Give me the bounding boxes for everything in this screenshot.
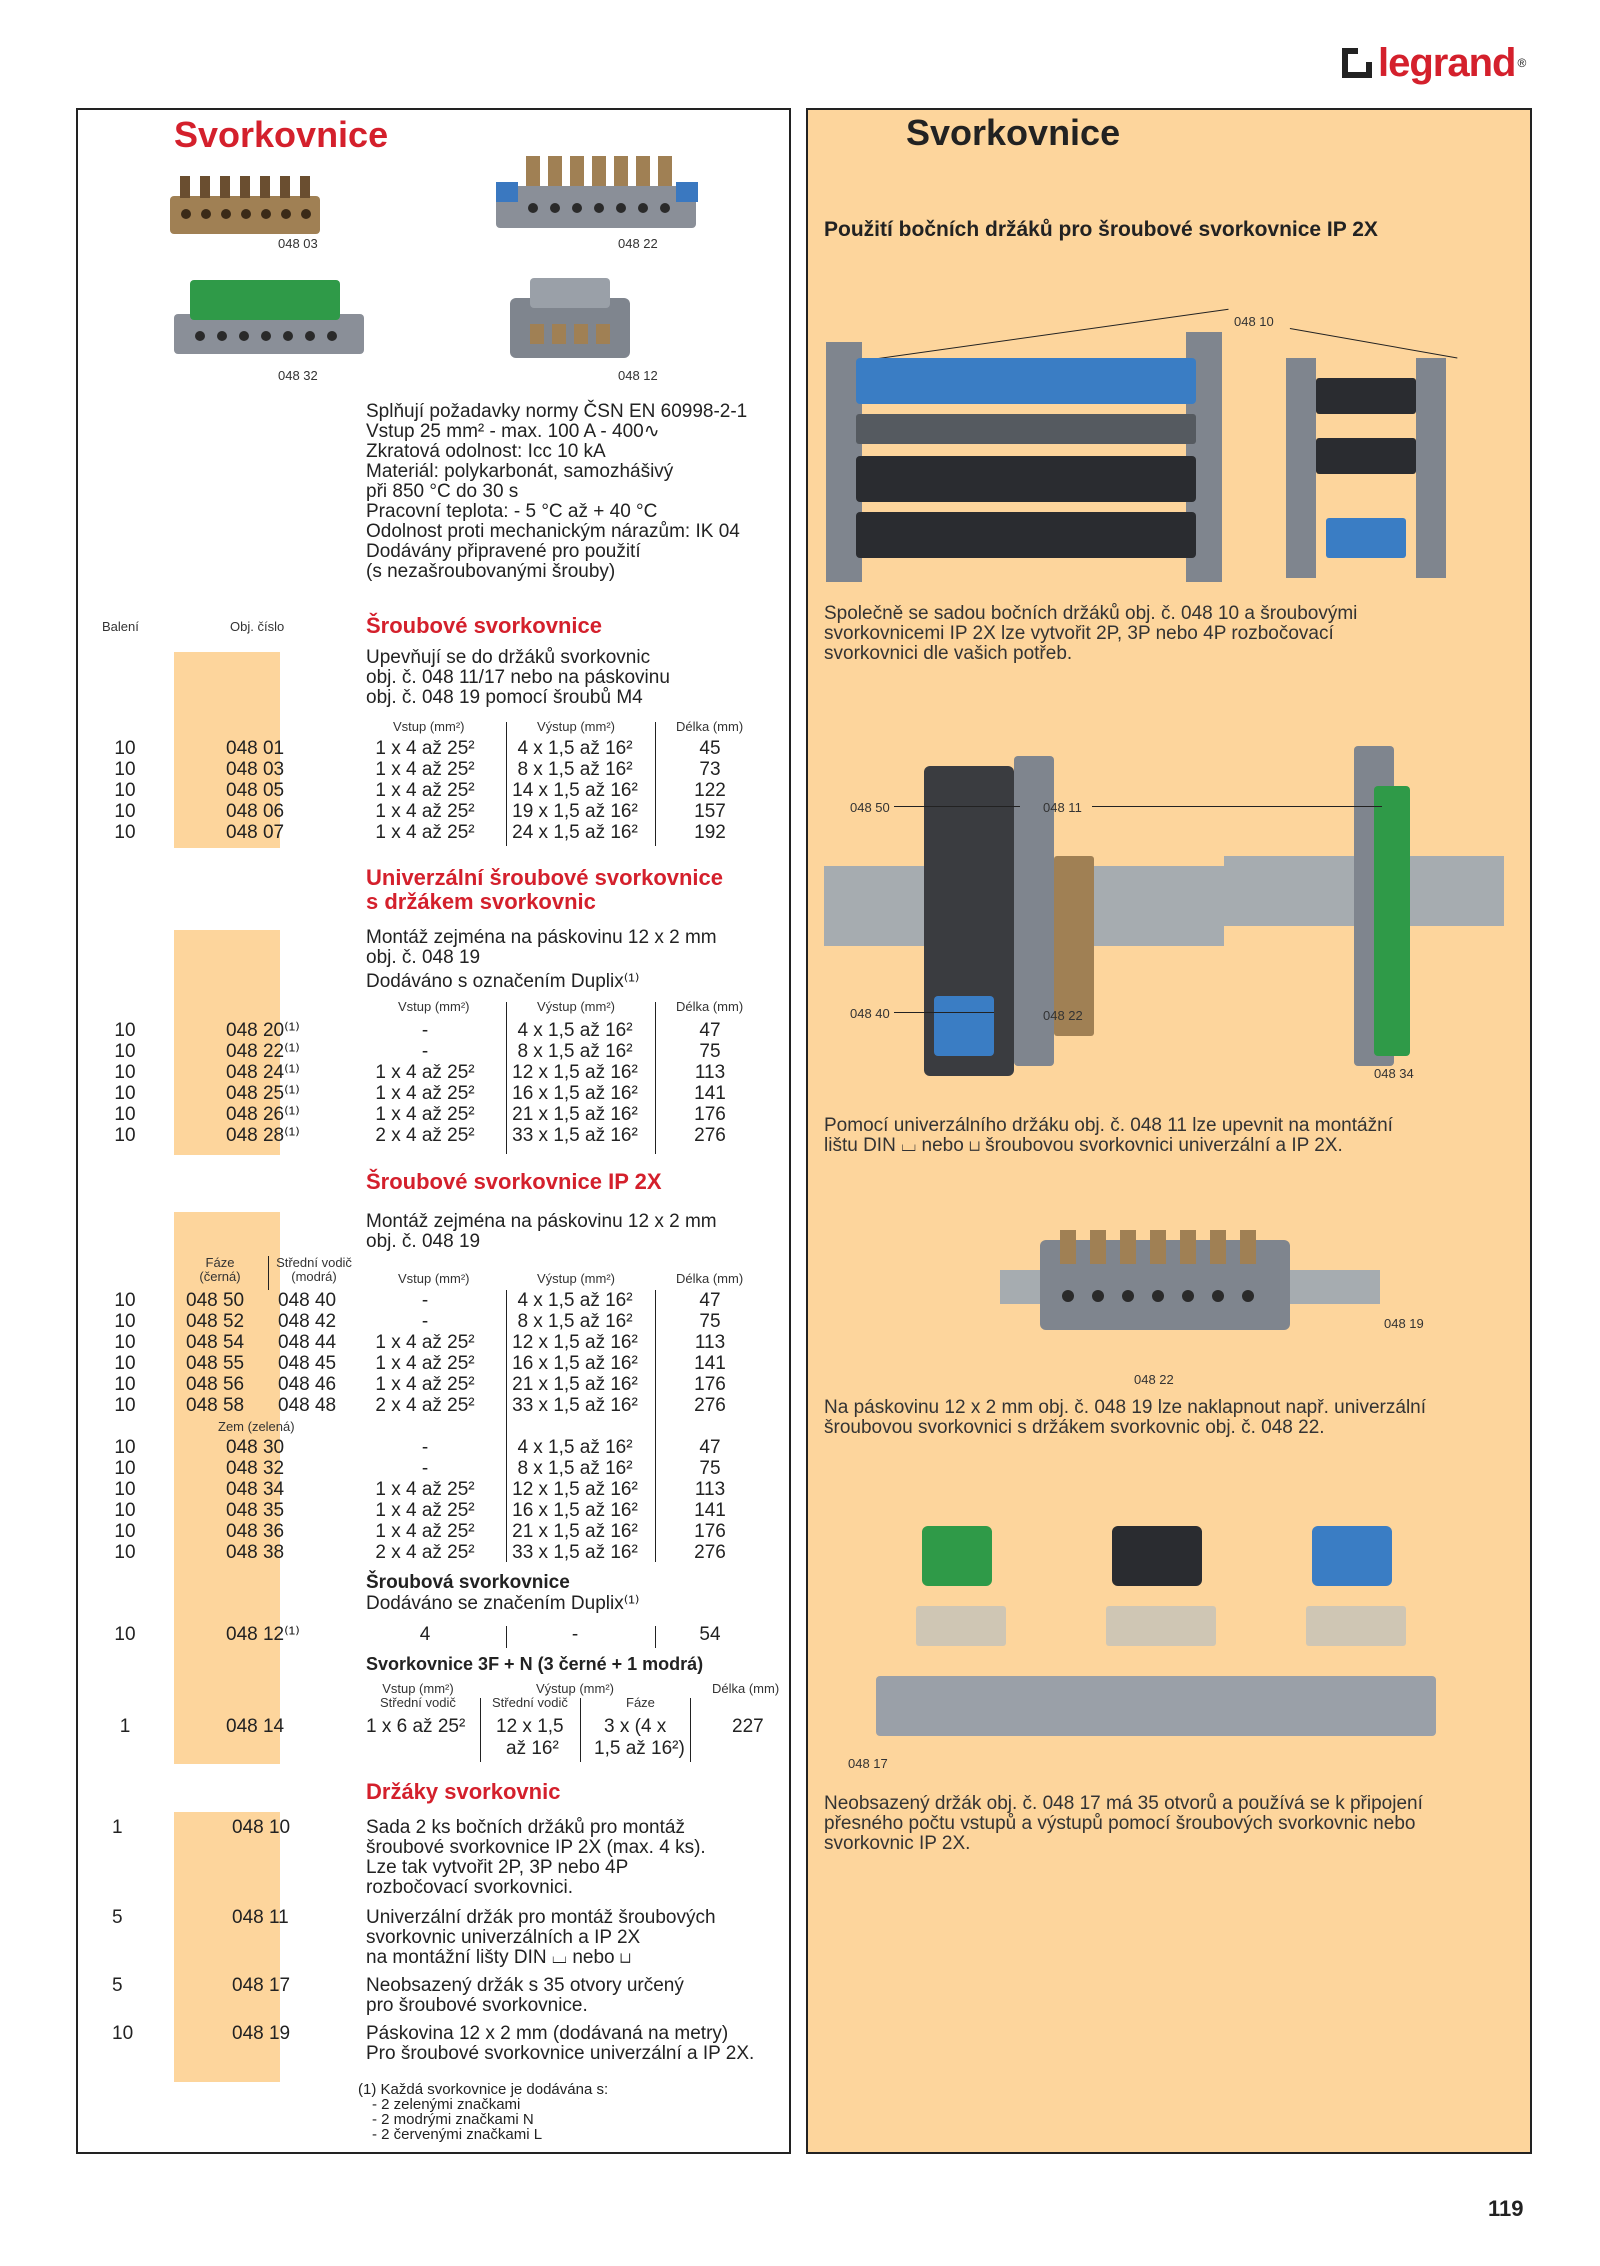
- table-cell: 1 x 4 až 25²: [375, 1062, 475, 1083]
- legrand-logo: legrand ®: [1342, 40, 1538, 86]
- table-row: [0, 1125, 800, 1146]
- table-cell: 10: [114, 1374, 136, 1395]
- section-desc-sroubova: Dodáváno se značením Duplix⁽¹⁾: [366, 1593, 640, 1614]
- section-title-3fn: Svorkovnice 3F + N (3 černé + 1 modrá): [366, 1654, 704, 1674]
- table-row: [0, 1062, 800, 1083]
- list-item-baleni: 1: [112, 1817, 123, 1838]
- text-strip: Na páskovinu 12 x 2 mm obj. č. 048 19 lze naklapnout např. univerzální šroubovou svorkovnici s držákem svorkovnic obj. č. 048 22.: [824, 1397, 1427, 1438]
- table-cell: 10: [114, 1332, 136, 1353]
- section-title-sroubove: Šroubové svorkovnice: [366, 613, 602, 638]
- table-cell: 75: [699, 1041, 721, 1062]
- table-cell: 10: [114, 780, 136, 801]
- table-cell: 10: [114, 1104, 136, 1125]
- list-item-desc: Univerzální držák pro montáž šroubových svorkovnic univerzálních a IP 2X na montážní lišty DIN ⌴ nebo ⊔: [366, 1907, 716, 1968]
- photo-side-holders: [826, 318, 1446, 588]
- table-cell: 048 40: [278, 1290, 337, 1311]
- caption-04819: 048 19: [1384, 1316, 1424, 1331]
- text-side-holders: Společně se sadou bočních držáků obj. č. 048 10 a šroubovými svorkovnicemi IP 2X lze vytvořit 2P, 3P nebo 4P rozbočovací svorkovnici dle vašich potřeb.: [824, 603, 1358, 664]
- table-cell: 19 x 1,5 až 16²: [512, 801, 638, 822]
- table-cell: -: [421, 1311, 429, 1332]
- specs-list: Splňují požadavky normy ČSN EN 60998-2-1 Vstup 25 mm² - max. 100 A - 400∿ Zkratová odolnost: Icc 10 kA Materiál: polykarbonát, samozhášivý při 850 °C do 30 s Pracovní teplota: - 5 °C až + 40 °C Odolnost proti mechanickým nárazům: IK 04 Dodávány připravené pro použití (s nezašroubovanými šrouby): [366, 401, 748, 582]
- table-cell: 4 x 1,5 až 16²: [517, 1020, 633, 1041]
- table-cell: 10: [114, 1542, 136, 1563]
- section-desc-ip2x: Montáž zejména na páskovinu 12 x 2 mm obj. č. 048 19: [366, 1211, 717, 1252]
- table-cell: 47: [699, 1020, 721, 1041]
- list-item-ref: 048 10: [232, 1817, 291, 1838]
- table-cell: 2 x 4 až 25²: [375, 1542, 475, 1563]
- table-cell: 21 x 1,5 až 16²: [512, 1104, 638, 1125]
- table-cell: 048 55: [186, 1353, 245, 1374]
- table-cell: 8 x 1,5 až 16²: [517, 1041, 633, 1062]
- table-cell: 1 x 4 až 25²: [375, 759, 475, 780]
- table-cell: 10: [114, 801, 136, 822]
- list-item-baleni: 5: [112, 1907, 123, 1928]
- list-item-desc: Páskovina 12 x 2 mm (dodávaná na metry) Pro šroubové svorkovnice univerzální a IP 2X.: [366, 2023, 755, 2064]
- product-image-04832: [170, 270, 370, 370]
- table-cell: 048 42: [278, 1311, 337, 1332]
- table-cell: 176: [694, 1374, 726, 1395]
- section-title-drzaky: Držáky svorkovnic: [366, 1779, 561, 1804]
- table-cell: 048 22⁽¹⁾: [226, 1041, 300, 1062]
- brand-name: legrand: [1378, 40, 1516, 85]
- table-cell: 16 x 1,5 až 16²: [512, 1500, 638, 1521]
- list-item-ref: 048 17: [232, 1975, 291, 1996]
- table-cell: 048 01: [226, 738, 285, 759]
- table-cell: 1 x 4 až 25²: [375, 1332, 475, 1353]
- table-cell: 10: [114, 1521, 136, 1542]
- table-cell: 276: [694, 1125, 726, 1146]
- table-cell: 157: [694, 801, 726, 822]
- table-cell: 10: [114, 759, 136, 780]
- table-cell: 048 52: [186, 1311, 245, 1332]
- table-cell: 8 x 1,5 až 16²: [517, 1311, 633, 1332]
- table-cell: 048 05: [226, 780, 285, 801]
- table-cell: 21 x 1,5 až 16²: [512, 1374, 638, 1395]
- table-cell: 12 x 1,5 až 16²: [512, 1479, 638, 1500]
- table-cell: 10: [114, 1290, 136, 1311]
- table-cell: 8 x 1,5 až 16²: [517, 759, 633, 780]
- label-zem: Zem (zelená): [218, 1419, 295, 1434]
- list-item-ref: 048 11: [232, 1907, 289, 1928]
- table-cell: 276: [694, 1395, 726, 1416]
- table-cell: 048 34: [226, 1479, 285, 1500]
- table-cell: 141: [694, 1353, 726, 1374]
- table-cell: 4 x 1,5 až 16²: [517, 738, 633, 759]
- table-cell: 048 03: [226, 759, 285, 780]
- list-item-baleni: 5: [112, 1975, 123, 1996]
- table-row: [0, 1542, 800, 1563]
- text-universal-holder: Pomocí univerzálního držáku obj. č. 048 11 lze upevnit na montážní lištu DIN ⌴ nebo ⊔ šroubovou svorkovnici univerzální a IP 2X.: [824, 1115, 1393, 1156]
- photo-strip: [1000, 1230, 1380, 1350]
- table-cell: 048 46: [278, 1374, 337, 1395]
- table-cell: 73: [699, 759, 721, 780]
- table-cell: 1 x 4 až 25²: [375, 780, 475, 801]
- table-cell: 10: [114, 738, 136, 759]
- table-cell: 33 x 1,5 až 16²: [512, 1542, 638, 1563]
- table-cell: 8 x 1,5 až 16²: [517, 1458, 633, 1479]
- table-cell: 33 x 1,5 až 16²: [512, 1395, 638, 1416]
- table-cell: 1 x 4 až 25²: [375, 1521, 475, 1542]
- right-title: Svorkovnice: [906, 112, 1121, 153]
- table-row: [0, 1479, 800, 1500]
- table-cell: 10: [114, 822, 136, 843]
- col-header-vstup: Vstup (mm²): [393, 719, 465, 734]
- table-cell: 1 x 4 až 25²: [375, 1374, 475, 1395]
- table-cell: -: [421, 1458, 429, 1479]
- table-cell: 048 56: [186, 1374, 245, 1395]
- table-cell: 048 44: [278, 1332, 337, 1353]
- table-cell: 10: [114, 1500, 136, 1521]
- legrand-logo-mark: [1342, 48, 1372, 78]
- footnote: (1) Každá svorkovnice je dodávána s: - 2 zelenými značkami - 2 modrými značkami N - 2 červenými značkami L: [358, 2081, 609, 2143]
- table-cell: 2 x 4 až 25²: [375, 1125, 475, 1146]
- table-cell: 10: [114, 1062, 136, 1083]
- table-cell: -: [421, 1020, 429, 1041]
- table-cell: 75: [699, 1311, 721, 1332]
- caption-04850: 048 50: [850, 800, 890, 815]
- list-item-ref: 048 19: [232, 2023, 291, 2044]
- table-cell: 141: [694, 1500, 726, 1521]
- table-cell: 122: [694, 780, 726, 801]
- table-cell: -: [421, 1041, 429, 1062]
- table-row: [0, 1041, 800, 1062]
- table-cell: 048 32: [226, 1458, 285, 1479]
- table-cell: 048 28⁽¹⁾: [226, 1125, 300, 1146]
- table-cell: 10: [114, 1041, 136, 1062]
- caption-04803: 048 03: [278, 236, 318, 251]
- section-desc-univerzalni: Montáž zejména na páskovinu 12 x 2 mm obj. č. 048 19 Dodáváno s označením Duplix⁽¹⁾: [366, 927, 717, 992]
- table-cell: 33 x 1,5 až 16²: [512, 1125, 638, 1146]
- table-row: [0, 1083, 800, 1104]
- table-cell: 113: [694, 1332, 726, 1353]
- list-item-baleni: 10: [112, 2023, 134, 2044]
- table-cell: 192: [694, 822, 726, 843]
- col-header-delka: Délka (mm): [676, 719, 744, 734]
- table-row: [0, 1374, 800, 1395]
- col-header-vystup: Výstup (mm²): [537, 719, 615, 734]
- table-cell: 176: [694, 1521, 726, 1542]
- table-cell: 1 x 4 až 25²: [375, 1353, 475, 1374]
- table-cell: 10: [114, 1353, 136, 1374]
- page-number: 119: [1488, 2196, 1524, 2221]
- table-cell: 1 x 4 až 25²: [375, 801, 475, 822]
- table-cell: 10: [114, 1311, 136, 1332]
- table-cell: 048 35: [226, 1500, 285, 1521]
- table-cell: 048 25⁽¹⁾: [226, 1083, 300, 1104]
- table-row: [0, 1020, 800, 1041]
- table-cell: 113: [694, 1479, 726, 1500]
- table-cell: 1 x 4 až 25²: [375, 1083, 475, 1104]
- table-cell: 1 x 4 až 25²: [375, 738, 475, 759]
- table-cell: 21 x 1,5 až 16²: [512, 1521, 638, 1542]
- table-cell: 1 x 4 až 25²: [375, 1479, 475, 1500]
- product-image-04822: [486, 142, 716, 242]
- caption-04834: 048 34: [1374, 1066, 1414, 1081]
- section-title-univerzalni: Univerzální šroubové svorkovnice s držákem svorkovnic: [366, 865, 724, 914]
- table-row: 1 048 14 1 x 6 až 25² 12 x 1,5 3 x (4 x 227: [119, 1716, 764, 1737]
- table-cell: 048 06: [226, 801, 285, 822]
- text-empty-holder: Neobsazený držák obj. č. 048 17 má 35 otvorů a používá se k připojení přesného počtu vstupů a výstupů pomocí šroubových svorkovnic nebo svorkovnic IP 2X.: [824, 1793, 1423, 1854]
- table-cell: 45: [699, 738, 721, 759]
- table-cell: 048 26⁽¹⁾: [226, 1104, 300, 1125]
- table-cell: -: [421, 1437, 429, 1458]
- caption-04822: 048 22: [618, 236, 658, 251]
- table-cell: 048 58: [186, 1395, 245, 1416]
- table-cell: 141: [694, 1083, 726, 1104]
- table-cell: 47: [699, 1290, 721, 1311]
- table-cell: 176: [694, 1104, 726, 1125]
- header-baleni: Balení: [102, 619, 139, 634]
- table-cell: 1 x 4 až 25²: [375, 1500, 475, 1521]
- table-row: 10 048 12⁽¹⁾ 4 - 54: [114, 1624, 721, 1645]
- table-row: [0, 759, 800, 780]
- table-cell: 276: [694, 1542, 726, 1563]
- table-row: [0, 738, 800, 759]
- caption-04822-right: 048 22: [1043, 1008, 1083, 1023]
- section-title-sroubova: Šroubová svorkovnice: [366, 1572, 570, 1593]
- section-title-ip2x: Šroubové svorkovnice IP 2X: [366, 1169, 662, 1194]
- section-desc-sroubove: Upevňují se do držáků svorkovnic obj. č. 048 11/17 nebo na páskovinu obj. č. 048 19 pomocí šroubů M4: [366, 647, 670, 708]
- table-cell: 113: [694, 1062, 726, 1083]
- table-cell: 4 x 1,5 až 16²: [517, 1437, 633, 1458]
- table-cell: 12 x 1,5 až 16²: [512, 1062, 638, 1083]
- table-cell: 048 38: [226, 1542, 285, 1563]
- table-cell: 75: [699, 1458, 721, 1479]
- caption-04810: 048 10: [1234, 314, 1274, 329]
- table-row: [0, 1104, 800, 1125]
- table-cell: 048 54: [186, 1332, 245, 1353]
- list-item-desc: Neobsazený držák s 35 otvory určený pro šroubové svorkovnice.: [366, 1975, 684, 2016]
- list-item-desc: Sada 2 ks bočních držáků pro montáž šroubové svorkovnice IP 2X (max. 4 ks). Lze tak vytvořit 2P, 3P nebo 4P rozbočovací svorkovnici.: [366, 1817, 706, 1898]
- table-cell: 16 x 1,5 až 16²: [512, 1083, 638, 1104]
- caption-04812: 048 12: [618, 368, 658, 383]
- product-image-04812: [500, 268, 640, 368]
- table-cell: 048 48: [278, 1395, 337, 1416]
- caption-04817: 048 17: [848, 1756, 888, 1771]
- table-row: [0, 1521, 800, 1542]
- table-cell: 048 36: [226, 1521, 285, 1542]
- table-cell: 048 07: [226, 822, 285, 843]
- table-cell: 10: [114, 1083, 136, 1104]
- table-cell: 10: [114, 1458, 136, 1479]
- table-cell: 10: [114, 1125, 136, 1146]
- right-subtitle: Použití bočních držáků pro šroubové svorkovnice IP 2X: [824, 218, 1378, 241]
- table-cell: 47: [699, 1437, 721, 1458]
- table-row: [0, 1311, 800, 1332]
- table-row: [0, 1458, 800, 1479]
- left-title: Svorkovnice: [174, 114, 389, 155]
- table-cell: 1 x 4 až 25²: [375, 1104, 475, 1125]
- table-cell: 14 x 1,5 až 16²: [512, 780, 638, 801]
- table-cell: -: [421, 1290, 429, 1311]
- table-cell: 10: [114, 1395, 136, 1416]
- caption-04840: 048 40: [850, 1006, 890, 1021]
- table-row: [0, 822, 800, 843]
- table-cell: 1 x 4 až 25²: [375, 822, 475, 843]
- table-cell: 10: [114, 1479, 136, 1500]
- table-cell: 048 20⁽¹⁾: [226, 1020, 300, 1041]
- table-cell: 048 30: [226, 1437, 285, 1458]
- table-row: [0, 1437, 800, 1458]
- table-row: [0, 1290, 800, 1311]
- caption-04832: 048 32: [278, 368, 318, 383]
- table-cell: 12 x 1,5 až 16²: [512, 1332, 638, 1353]
- table-row: [0, 1353, 800, 1374]
- table-row: [0, 1500, 800, 1521]
- header-obj-cislo: Obj. číslo: [230, 619, 285, 634]
- table-cell: 048 45: [278, 1353, 337, 1374]
- table-cell: 2 x 4 až 25²: [375, 1395, 475, 1416]
- table-cell: 4 x 1,5 až 16²: [517, 1290, 633, 1311]
- table-row: [0, 1395, 800, 1416]
- table-row: [0, 1332, 800, 1353]
- caption-04822-strip: 048 22: [1134, 1372, 1174, 1387]
- caption-04811: 048 11: [1043, 800, 1082, 815]
- table-cell: 24 x 1,5 až 16²: [512, 822, 638, 843]
- table-cell: 10: [114, 1020, 136, 1041]
- photo-empty-holder: [866, 1526, 1446, 1746]
- table-row: [0, 780, 800, 801]
- table-cell: 048 24⁽¹⁾: [226, 1062, 300, 1083]
- table-row: [0, 801, 800, 822]
- photo-universal-holder: [824, 736, 1514, 1096]
- table-cell: 10: [114, 1437, 136, 1458]
- table-cell: 048 50: [186, 1290, 245, 1311]
- table-cell: 16 x 1,5 až 16²: [512, 1353, 638, 1374]
